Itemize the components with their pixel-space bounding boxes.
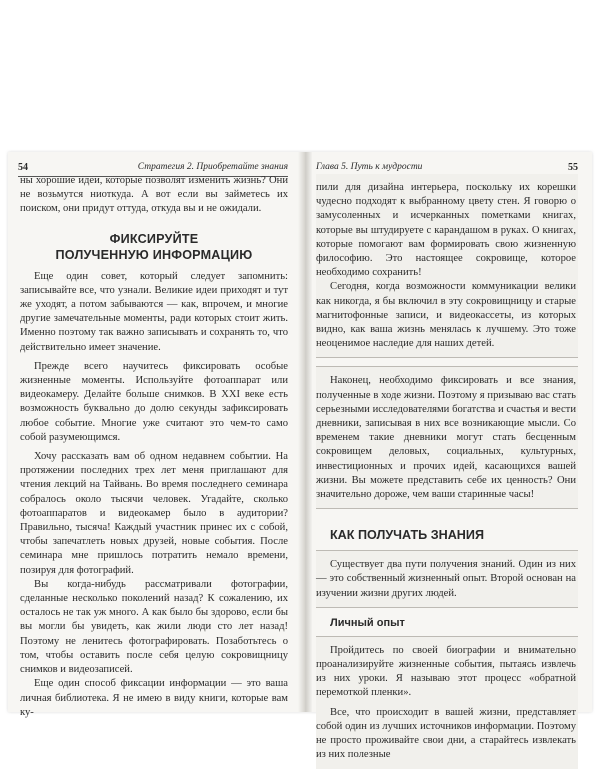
paragraph: Существует два пути получения знаний. Один из них — это собственный жизненный опыт. Второй основан на изучении жизни других людей. bbox=[316, 559, 576, 599]
left-page bbox=[8, 152, 298, 718]
shaded-text-box bbox=[316, 550, 578, 608]
shaded-text-box bbox=[316, 174, 578, 358]
right-page-number: 55 bbox=[568, 162, 578, 173]
right-page bbox=[312, 152, 592, 761]
paragraph: Прежде всего научитесь фиксировать особые жизненные моменты. Используйте фотоаппарат или видеокамеру. Делайте больше снимков. В XXI веке есть возможность буквально до долю секунды зафиксировать любое событие. Многие уже считают это чем-то само собой разумеющимся. bbox=[20, 360, 288, 443]
right-running-head: Глава 5. Путь к мудрости bbox=[316, 162, 423, 172]
section-heading-knowledge: КАК ПОЛУЧАТЬ ЗНАНИЯ bbox=[330, 528, 485, 543]
paragraph: Еще один способ фиксации информации — это ваша личная библиотека. Я не имею в виду книги, которые вам ку- bbox=[20, 678, 288, 718]
shaded-text-box bbox=[316, 366, 578, 509]
paragraph: Все, что происходит в вашей жизни, представляет собой один из лучших источников информации. Поэтому не просто проживайте свои дни, а старайтесь извлекать из них полезные bbox=[316, 706, 576, 761]
paragraph: Хочу рассказать вам об одном недавнем событии. На протяжении последних трех лет меня приглашают для чтения лекций на Тайвань. Во время последнего семинара собралось около тысячи человек. Угадайте, сколько фотоаппаратов и видеокамер было в аудитории? Правильно, тысяча! Каждый участник принес их с собой, чтобы запечатлеть новых друзей, новые события. После семинара мне пришлось потратить немало времени, позируя для фотографий. bbox=[20, 451, 288, 576]
paragraph: пили для дизайна интерьера, поскольку их корешки чудесно подходят к выбранному цвету стен. Я говорю о замусоленных и исчерканных пометками книгах, которые вы штудируете с карандашом в руках. О книгах, которые помогают вам формировать свою жизненную философию. Это настоящее сокровище, которое необходимо сохранить! bbox=[316, 182, 576, 279]
left-page-number: 54 bbox=[18, 162, 28, 173]
left-running-head: Стратегия 2. Приобретайте знания bbox=[137, 162, 288, 172]
paragraph: Сегодня, когда возможности коммуникации велики как никогда, я бы включил в эту сокровищницу и старые магнитофонные записи, и видеокассеты, из которых видно, как ваша жизнь менялась к лучшему. Это тоже неоценимое наследие для наших детей. bbox=[316, 281, 576, 350]
left-page-body bbox=[20, 174, 288, 720]
paragraph: Вы когда-нибудь рассматривали фотографии, сделанные несколько поколений назад? К сожалению, их осталось не так уж много. А как было бы здорово, если бы вы могли бы увидеть, как жили люди сто лет назад! Поэтому не ленитесь фотографировать. Позаботьтесь о том, чтобы оставить после себя целую сокровищницу снимков и видеозаписей. bbox=[20, 578, 288, 676]
section-heading-record bbox=[20, 231, 288, 263]
paragraph: Наконец, необходимо фиксировать и все знания, полученные в ходе жизни. Поэтому я призываю вас стать серьезными исследователями богатства и счастья и вести дневники, записывая в них все возникающие мысли. Со временем такие дневники могут стать бесценным сокровищем деловых, социальных, культурных, инвестиционных и прочих идей, касающихся вашей жизни. Вы можете представить себе их ценность? Они значительно дороже, чем ваши старинные часы! bbox=[316, 375, 576, 501]
shaded-text-box bbox=[316, 636, 578, 769]
heading-line: ПОЛУЧЕННУЮ ИНФОРМАЦИЮ bbox=[55, 247, 253, 262]
book-spread bbox=[8, 152, 592, 761]
right-page-body bbox=[316, 174, 578, 769]
paragraph: Пройдитесь по своей биографии и внимательно проанализируйте жизненные события, пытаясь извлечь из них уроки. Я называю этот процесс «обратной перемоткой пленки». bbox=[316, 644, 576, 699]
paragraph: ны хорошие идеи, которые позволят изменить жизнь? Они не возьмутся ниоткуда. А вот если вы займетесь их поиском, они придут оттуда, откуда вы и не ожидали. bbox=[20, 175, 288, 215]
subheading-personal-experience: Личный опыт bbox=[330, 616, 405, 629]
book-gutter bbox=[298, 152, 312, 712]
heading-line: ФИКСИРУЙТЕ bbox=[109, 231, 199, 246]
paragraph: Еще один совет, который следует запомнить: записывайте все, что узнали. Великие идеи приходят и тут же уходят, а потом забываются — как, впрочем, и многие другие замечательные моменты, ради которых стоит жить. Именно поэтому так важно записывать и сохранять то, что действительно имеет значение. bbox=[20, 270, 288, 353]
